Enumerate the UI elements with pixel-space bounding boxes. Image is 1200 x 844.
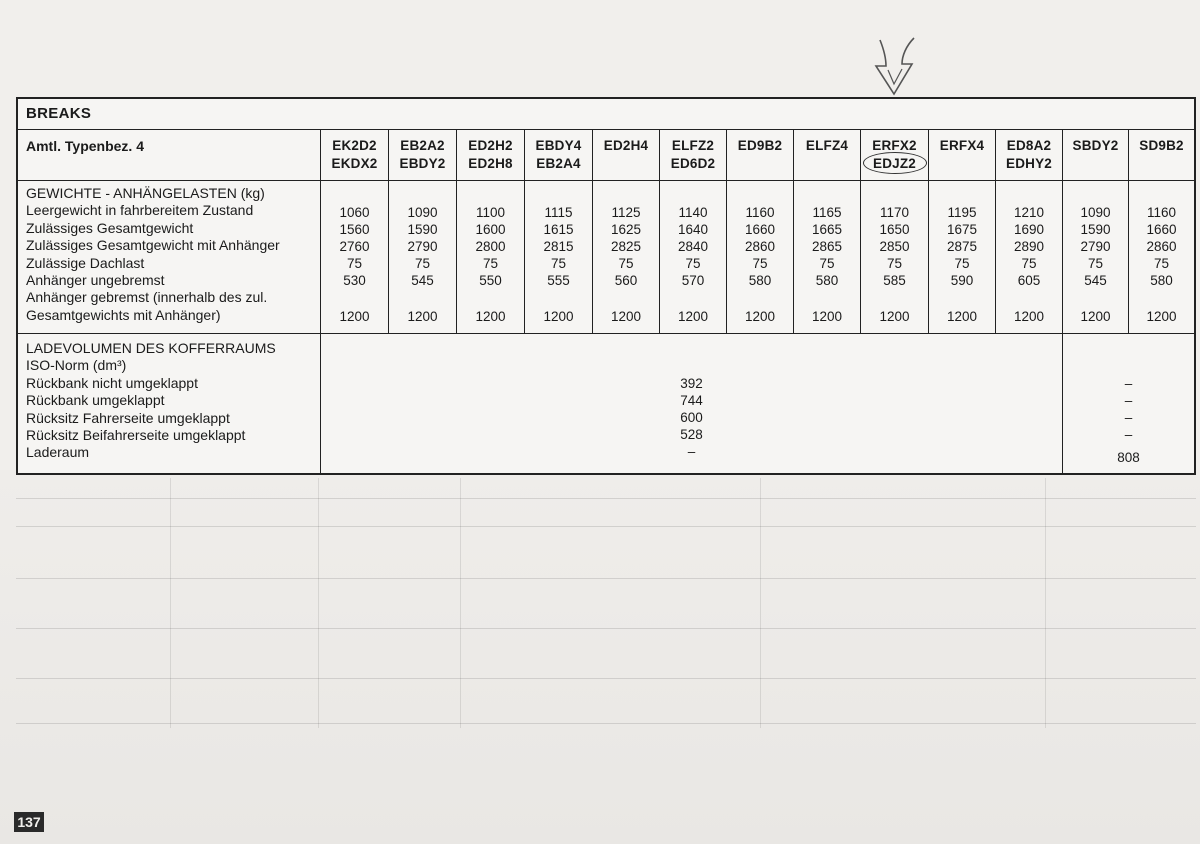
- weight-value: 590: [950, 273, 974, 288]
- type-column-header: [320, 130, 388, 180]
- volume-value: –: [1124, 427, 1133, 442]
- weight-value: 2860: [1146, 239, 1177, 254]
- type-code: EB2A4: [536, 156, 581, 171]
- type-column-header: [1062, 130, 1128, 180]
- weight-value: 560: [614, 273, 638, 288]
- volume-value: –: [1124, 410, 1133, 425]
- weight-value: 1200: [946, 309, 978, 324]
- weight-row-label: Leergewicht in fahrbereitem Zustand: [26, 202, 254, 219]
- volume-last-column: [1062, 334, 1194, 475]
- weight-value: 1195: [947, 205, 977, 220]
- weights-column: [1062, 181, 1128, 333]
- weight-value: 605: [1017, 273, 1041, 288]
- weight-value: 1090: [1080, 205, 1111, 220]
- type-column-header: [592, 130, 659, 180]
- weight-value: 1060: [339, 205, 370, 220]
- weight-value: 1165: [812, 205, 842, 220]
- type-code: EDJZ2: [872, 156, 917, 171]
- type-code: EBDY4: [535, 138, 582, 153]
- weight-value: 75: [752, 256, 768, 271]
- volume-value: 528: [680, 427, 703, 442]
- weight-value: 75: [819, 256, 835, 271]
- weight-row-label: Gesamtgewichts mit Anhänger): [26, 306, 221, 323]
- weight-value: 75: [414, 256, 431, 271]
- weight-value: 1590: [407, 222, 438, 237]
- weight-value: 1090: [407, 205, 438, 220]
- volume-value: 808: [1117, 450, 1140, 465]
- type-code: ED2H4: [603, 138, 649, 153]
- type-column-header: [388, 130, 456, 180]
- weight-value: 1640: [677, 222, 709, 237]
- weight-value: 1590: [1080, 222, 1111, 237]
- volume-value: –: [1124, 376, 1133, 391]
- weights-section: [18, 181, 1194, 334]
- weight-value: 1675: [946, 222, 978, 237]
- weight-value: 75: [954, 256, 970, 271]
- type-code: ED8A2: [1006, 138, 1052, 153]
- weight-value: 530: [343, 273, 366, 288]
- weights-column: [995, 181, 1062, 333]
- type-code: ED9B2: [737, 138, 783, 153]
- type-code: ERFX4: [939, 138, 985, 153]
- weight-value: 1125: [611, 205, 641, 220]
- weight-value: 580: [748, 273, 772, 288]
- volume-value: 392: [680, 376, 703, 391]
- type-code: ERFX2: [872, 138, 917, 153]
- type-code: ED2H2: [468, 138, 513, 153]
- weight-value: 1560: [339, 222, 370, 237]
- weight-value: 75: [346, 256, 363, 271]
- show-through-lines: [16, 478, 1196, 728]
- weight-value: 1200: [1146, 309, 1177, 324]
- weight-value: 1200: [475, 309, 506, 324]
- type-column-header: [860, 130, 928, 180]
- type-code: SBDY2: [1072, 138, 1119, 153]
- weight-row-label: Zulässige Dachlast: [26, 254, 145, 271]
- type-code: ELFZ2: [671, 138, 715, 153]
- type-designation-label: Amtl. Typenbez. 4: [26, 138, 144, 154]
- cargo-volume-section: [18, 334, 1194, 475]
- type-code: EDHY2: [1005, 156, 1052, 171]
- type-column-header: [995, 130, 1062, 180]
- weight-value: 1200: [1080, 309, 1111, 324]
- weight-value: 1200: [811, 309, 843, 324]
- weights-column: [524, 181, 592, 333]
- volume-row-label: Rücksitz Beifahrerseite umgeklappt: [26, 427, 246, 444]
- weight-value: 1625: [610, 222, 642, 237]
- type-column-header: [524, 130, 592, 180]
- weight-value: 1200: [677, 309, 709, 324]
- volume-value: –: [687, 444, 696, 459]
- show-through-line: [1045, 478, 1046, 728]
- weight-value: 75: [1021, 256, 1037, 271]
- weight-value: 2865: [811, 239, 843, 254]
- weights-labels: [26, 185, 280, 324]
- weight-value: 2790: [407, 239, 438, 254]
- type-code: EKDX2: [331, 156, 378, 171]
- volume-row-label: Rückbank nicht umgeklappt: [26, 374, 198, 391]
- weights-column: [456, 181, 524, 333]
- weights-column: [320, 181, 388, 333]
- weight-value: 2790: [1080, 239, 1111, 254]
- weights-column: [592, 181, 659, 333]
- specifications-table: [16, 97, 1196, 475]
- weight-value: 580: [815, 273, 839, 288]
- type-code: EB2A2: [400, 138, 445, 153]
- weight-value: 2850: [879, 239, 910, 254]
- weights-column: [793, 181, 860, 333]
- table-title-row: [18, 99, 1194, 130]
- weight-value: 1200: [1013, 309, 1045, 324]
- weight-value: 2890: [1013, 239, 1045, 254]
- weights-section-title: GEWICHTE - ANHÄNGELASTEN (kg): [26, 185, 265, 201]
- weights-column: [659, 181, 726, 333]
- volume-value: 744: [680, 393, 703, 408]
- volume-labels: [26, 340, 276, 462]
- weight-value: 1100: [475, 205, 506, 220]
- type-code: ELFZ4: [805, 138, 849, 153]
- volume-merged-column: [320, 334, 1062, 475]
- type-code: ED6D2: [670, 156, 716, 171]
- weight-value: 75: [618, 256, 634, 271]
- weight-value: 1200: [339, 309, 370, 324]
- type-column-header: [726, 130, 793, 180]
- weight-value: 2800: [475, 239, 506, 254]
- hand-drawn-arrow-icon: [872, 36, 922, 100]
- weight-value: 2840: [677, 239, 709, 254]
- weight-value: 1665: [811, 222, 843, 237]
- page-number: 137: [14, 812, 44, 832]
- weight-value: 75: [1153, 256, 1170, 271]
- weight-value: 545: [1084, 273, 1107, 288]
- type-column-header: [1128, 130, 1194, 180]
- volume-row-label: Rücksitz Fahrerseite umgeklappt: [26, 409, 230, 426]
- weight-value: 1200: [543, 309, 574, 324]
- weight-value: 1200: [879, 309, 910, 324]
- weight-value: 580: [1150, 273, 1173, 288]
- type-header-row: [18, 130, 1194, 181]
- volume-row-label: Laderaum: [26, 444, 90, 461]
- weight-value: 75: [685, 256, 701, 271]
- weight-value: 585: [883, 273, 906, 288]
- weight-value: 2825: [610, 239, 642, 254]
- type-column-header: [928, 130, 995, 180]
- weight-value: 1160: [1146, 205, 1177, 220]
- weight-value: 2860: [744, 239, 776, 254]
- weight-row-label: Anhänger gebremst (innerhalb des zul.: [26, 289, 268, 306]
- show-through-line: [318, 478, 319, 728]
- weight-row-label: Zulässiges Gesamtgewicht mit Anhänger: [26, 237, 280, 254]
- weights-column: [860, 181, 928, 333]
- volume-section-title: LADEVOLUMEN DES KOFFERRAUMS: [26, 340, 276, 356]
- weight-value: 550: [479, 273, 502, 288]
- show-through-line: [460, 478, 461, 728]
- weight-value: 1615: [543, 222, 574, 237]
- weight-value: 75: [1087, 256, 1104, 271]
- weight-value: 1660: [744, 222, 776, 237]
- weight-value: 1660: [1146, 222, 1177, 237]
- weight-value: 2815: [543, 239, 574, 254]
- weight-value: 1200: [610, 309, 642, 324]
- weight-value: 1170: [879, 205, 910, 220]
- weight-value: 1200: [744, 309, 776, 324]
- weight-value: 1115: [544, 205, 573, 220]
- weights-column: [928, 181, 995, 333]
- type-code: EK2D2: [332, 138, 377, 153]
- weight-value: 75: [886, 256, 903, 271]
- weight-value: 1160: [745, 205, 775, 220]
- type-code: ED2H8: [468, 156, 513, 171]
- type-column-header: [456, 130, 524, 180]
- show-through-line: [760, 478, 761, 728]
- weights-column: [1128, 181, 1194, 333]
- type-column-header: [659, 130, 726, 180]
- weight-value: 1140: [678, 205, 708, 220]
- weight-value: 75: [550, 256, 567, 271]
- weight-row-label: Zulässiges Gesamtgewicht: [26, 219, 194, 236]
- weight-value: 1600: [475, 222, 506, 237]
- weight-value: 1650: [879, 222, 910, 237]
- weight-value: 570: [681, 273, 705, 288]
- weight-value: 1200: [407, 309, 438, 324]
- type-column-header: [793, 130, 860, 180]
- weight-value: 555: [547, 273, 570, 288]
- weight-value: 2760: [339, 239, 370, 254]
- iso-norm-label: ISO-Norm (dm³): [26, 357, 127, 374]
- weight-value: 75: [482, 256, 499, 271]
- weight-value: 2875: [946, 239, 978, 254]
- volume-row-label: Rückbank umgeklappt: [26, 392, 165, 409]
- type-code: EBDY2: [399, 156, 446, 171]
- volume-value: 600: [680, 410, 703, 425]
- weight-value: 1690: [1013, 222, 1045, 237]
- weight-row-label: Anhänger ungebremst: [26, 272, 165, 289]
- weights-column: [726, 181, 793, 333]
- weights-column: [388, 181, 456, 333]
- type-code: SD9B2: [1139, 138, 1184, 153]
- table-title: BREAKS: [26, 105, 92, 122]
- volume-value: –: [1124, 393, 1133, 408]
- handwritten-circle-mark: [863, 152, 927, 174]
- weight-value: 1210: [1013, 205, 1045, 220]
- weight-value: 545: [411, 273, 434, 288]
- show-through-line: [170, 478, 171, 728]
